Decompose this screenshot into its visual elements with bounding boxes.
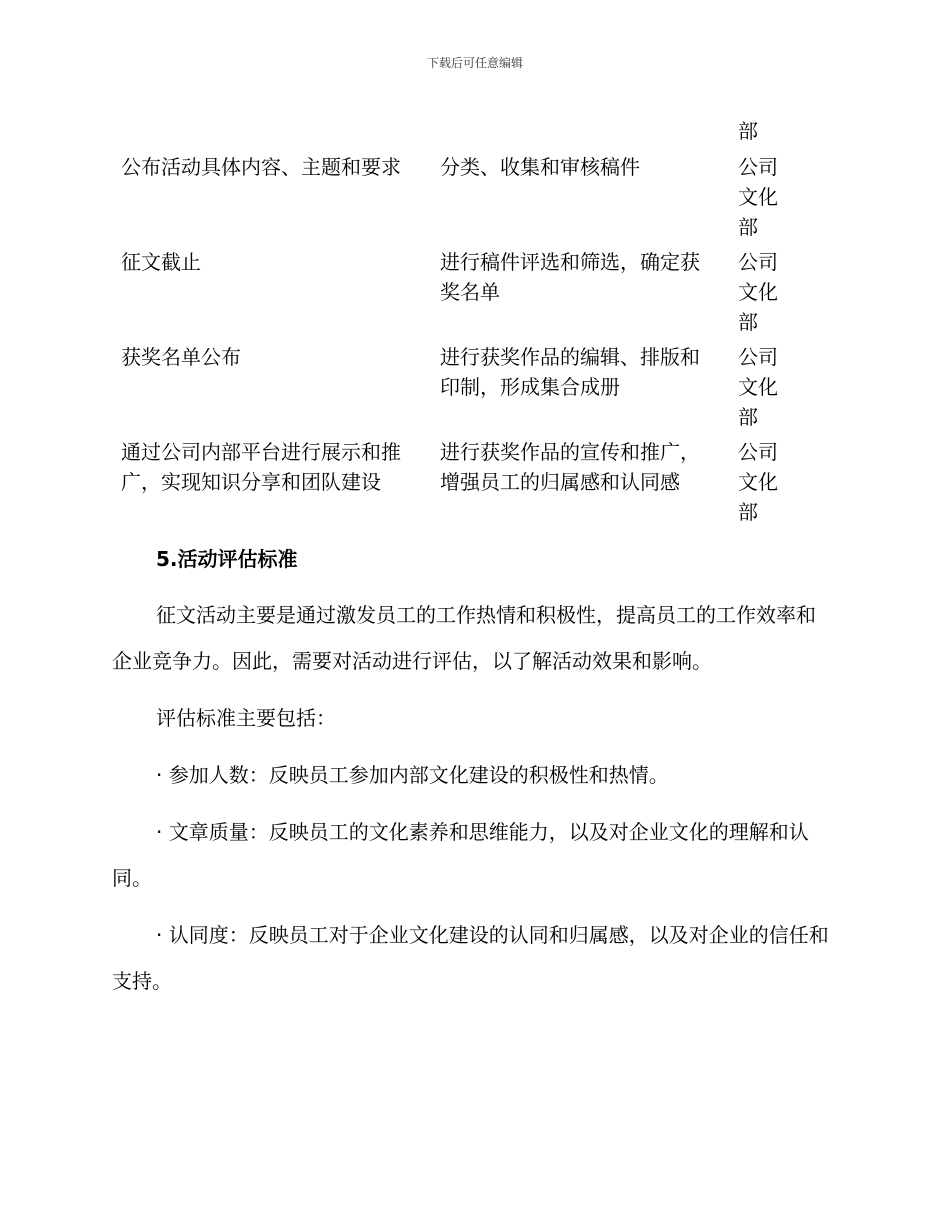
- table-cell-stage: 通过公司内部平台进行展示和推广，实现知识分享和团队建设: [121, 440, 401, 494]
- table-row: [0, 152, 950, 247]
- body-paragraph: 征文活动主要是通过激发员工的工作热情和积极性，提高员工的工作效率和企业竞争力。因此，需要对活动进行评估，以了解活动效果和影响。: [112, 603, 816, 673]
- table-row: [0, 116, 950, 152]
- table-cell-stage: 征文截止: [121, 250, 201, 274]
- table-cell-task: 进行获奖作品的宣传和推广，增强员工的归属感和认同感: [440, 440, 700, 494]
- table-cell-task: 进行获奖作品的编辑、排版和印制，形成集合成册: [440, 345, 700, 399]
- table-cell-task: 进行稿件评选和筛选，确定获奖名单: [440, 250, 700, 304]
- page-header: 下载后可任意编辑: [426, 56, 523, 70]
- table-row: [0, 247, 950, 342]
- table-cell-owner: 公司文化部: [738, 345, 778, 429]
- list-item: · 参加人数：反映员工参加内部文化建设的积极性和热情。: [156, 763, 669, 787]
- schedule-table: [0, 116, 950, 532]
- table-cell-owner: 部: [738, 119, 758, 143]
- section-body: [112, 592, 832, 1004]
- table-cell-stage: 公布活动具体内容、主题和要求: [121, 155, 401, 179]
- table-cell-stage: 获奖名单公布: [121, 345, 241, 369]
- table-cell-task: 分类、收集和审核稿件: [440, 155, 640, 179]
- table-cell-owner: 公司文化部: [738, 440, 778, 524]
- table-row: [0, 342, 950, 437]
- table-cell-owner: 公司文化部: [738, 155, 778, 239]
- section-heading: 5.活动评估标准: [156, 547, 298, 571]
- table-cell-owner: 公司文化部: [738, 250, 778, 334]
- body-paragraph: 评估标准主要包括：: [156, 706, 336, 730]
- list-item: · 认同度：反映员工对于企业文化建设的认同和归属感，以及对企业的信任和支持。: [112, 923, 829, 993]
- table-row: [0, 437, 950, 532]
- list-item: · 文章质量：反映员工的文化素养和思维能力，以及对企业文化的理解和认同。: [112, 820, 809, 890]
